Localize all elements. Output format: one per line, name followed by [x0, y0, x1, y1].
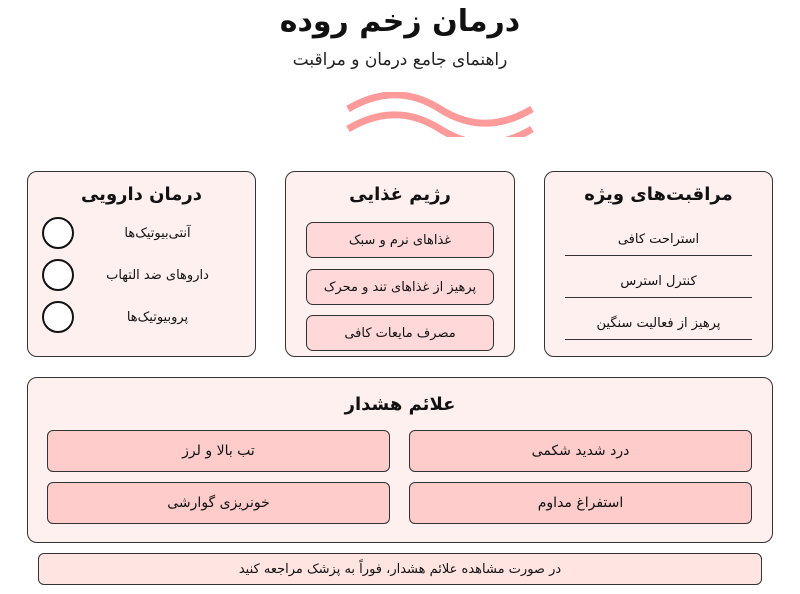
- warning-signs-card: [27, 377, 773, 543]
- diet-title: رژیم غذایی: [349, 184, 451, 205]
- footer-note: در صورت مشاهده علائم هشدار، فوراً به پزشک مراجعه کنید: [38, 553, 762, 585]
- wave-decoration-icon: [340, 92, 540, 137]
- medication-item: [42, 216, 241, 250]
- medication-item-label: آنتی‌بیوتیک‌ها: [124, 225, 191, 241]
- diet-item: غذاهای نرم و سبک: [306, 222, 494, 258]
- page-title: درمان زخم روده: [279, 4, 521, 39]
- medication-item: [42, 258, 241, 292]
- care-item: پرهیز از فعالیت سنگین: [565, 308, 752, 340]
- warning-signs-title: علائم هشدار: [344, 394, 456, 415]
- circle-checkbox-icon[interactable]: [42, 259, 74, 291]
- warning-item: استفراغ مداوم: [409, 482, 752, 524]
- diet-card: [285, 171, 515, 357]
- warning-item: تب بالا و لرز: [47, 430, 390, 472]
- diet-item: مصرف مایعات کافی: [306, 315, 494, 351]
- medication-item: [42, 300, 241, 334]
- warning-item: درد شدید شکمی: [409, 430, 752, 472]
- circle-checkbox-icon[interactable]: [42, 301, 74, 333]
- special-care-title: مراقبت‌های ویژه: [584, 184, 733, 205]
- medication-item-label: پروبیوتیک‌ها: [126, 309, 189, 325]
- circle-checkbox-icon[interactable]: [42, 217, 74, 249]
- special-care-card: [544, 171, 773, 357]
- care-item: کنترل استرس: [565, 266, 752, 298]
- medication-item-label: داروهای ضد التهاب: [106, 267, 209, 283]
- warning-item: خونریزی گوارشی: [47, 482, 390, 524]
- care-item: استراحت کافی: [565, 224, 752, 256]
- medication-card: [27, 171, 256, 357]
- diet-item: پرهیز از غذاهای تند و محرک: [306, 269, 494, 305]
- page-subtitle: راهنمای جامع درمان و مراقبت: [292, 50, 508, 70]
- medication-title: درمان دارویی: [80, 184, 203, 205]
